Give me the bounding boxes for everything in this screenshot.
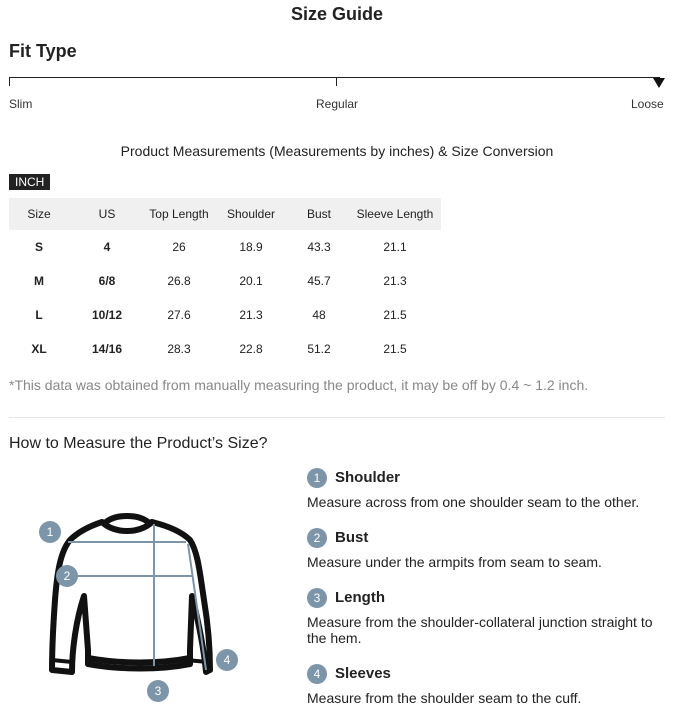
figure-marker-1 — [39, 521, 61, 543]
fit-selected-marker — [653, 78, 665, 88]
cell-sleeve-length: 21.1 — [383, 240, 407, 254]
header-us: US — [69, 198, 145, 230]
sweater-illustration — [0, 500, 260, 710]
step-description: Measure from the shoulder seam to the cuff. — [307, 690, 582, 706]
table-row — [9, 298, 441, 332]
cell-us: 4 — [103, 240, 111, 254]
cell-sleeve-length: 21.5 — [383, 308, 407, 322]
cell-us: 14/16 — [91, 342, 123, 356]
size-table — [9, 198, 441, 366]
cell-us: 10/12 — [91, 308, 123, 322]
fit-tick-slim — [9, 77, 10, 86]
header-shoulder: Shoulder — [213, 198, 289, 230]
cell-size: M — [34, 274, 44, 288]
unit-badge[interactable]: INCH — [9, 174, 50, 190]
how-to-measure-heading: How to Measure the Product’s Size? — [9, 435, 268, 452]
cell-shoulder: 20.1 — [239, 274, 263, 288]
cell-shoulder: 21.3 — [239, 308, 263, 322]
header-sleeve-length: Sleeve Length — [349, 198, 441, 230]
cell-bust: 51.2 — [307, 342, 331, 356]
cell-shoulder: 22.8 — [239, 342, 263, 356]
fit-scale-line — [9, 77, 660, 78]
cell-size: S — [34, 240, 43, 254]
header-size: Size — [9, 198, 69, 230]
cell-us: 6/8 — [98, 274, 116, 288]
step-number-1: 1 — [307, 468, 327, 488]
step-label: Shoulder — [335, 469, 401, 486]
cell-top-length: 26 — [172, 240, 186, 254]
header-bust: Bust — [289, 198, 349, 230]
step-length — [307, 588, 667, 646]
step-bust — [307, 528, 667, 570]
svg-text:1: 1 — [46, 525, 54, 539]
figure-marker-3 — [147, 680, 169, 702]
cell-size: L — [35, 308, 43, 322]
cell-top-length: 28.3 — [167, 342, 191, 356]
svg-text:3: 3 — [154, 684, 162, 698]
step-shoulder — [307, 468, 667, 510]
table-row — [9, 230, 441, 264]
fit-label-regular: Regular — [316, 97, 359, 111]
step-description: Measure across from one shoulder seam to the other. — [307, 494, 640, 510]
cell-bust: 45.7 — [307, 274, 331, 288]
table-header-row — [9, 198, 441, 230]
cell-bust: 43.3 — [307, 240, 331, 254]
measurements-title: Product Measurements (Measurements by inches) & Size Conversion — [120, 143, 554, 159]
cell-bust: 48 — [312, 308, 326, 322]
cell-size: XL — [31, 342, 47, 356]
measurement-disclaimer: *This data was obtained from manually measuring the product, it may be off by 0.4 ~ 1.2 inch. — [9, 377, 589, 393]
step-number-2: 2 — [307, 528, 327, 548]
step-label: Sleeves — [335, 665, 391, 682]
svg-text:2: 2 — [63, 569, 71, 583]
cell-sleeve-length: 21.5 — [383, 342, 407, 356]
svg-text:4: 4 — [223, 653, 231, 667]
cell-sleeve-length: 21.3 — [383, 274, 407, 288]
step-sleeves — [307, 664, 667, 706]
fit-label-slim: Slim — [9, 97, 33, 111]
cell-top-length: 26.8 — [167, 274, 191, 288]
step-number-3: 3 — [307, 588, 327, 608]
header-top-length: Top Length — [145, 198, 213, 230]
figure-marker-4 — [216, 649, 238, 671]
fit-tick-regular — [336, 77, 337, 86]
step-description: Measure from the shoulder-collateral junction straight to the hem. — [307, 614, 653, 646]
section-divider — [9, 417, 665, 418]
step-label: Length — [335, 589, 385, 606]
cell-top-length: 27.6 — [167, 308, 191, 322]
step-label: Bust — [335, 529, 369, 546]
table-row — [9, 332, 441, 366]
page-title: Size Guide — [290, 4, 384, 24]
table-row — [9, 264, 441, 298]
figure-marker-2 — [56, 565, 78, 587]
fit-type-heading: Fit Type — [9, 41, 77, 61]
step-description: Measure under the armpits from seam to seam. — [307, 554, 602, 570]
fit-label-loose: Loose — [631, 97, 664, 111]
cell-shoulder: 18.9 — [239, 240, 263, 254]
step-number-4: 4 — [307, 664, 327, 684]
